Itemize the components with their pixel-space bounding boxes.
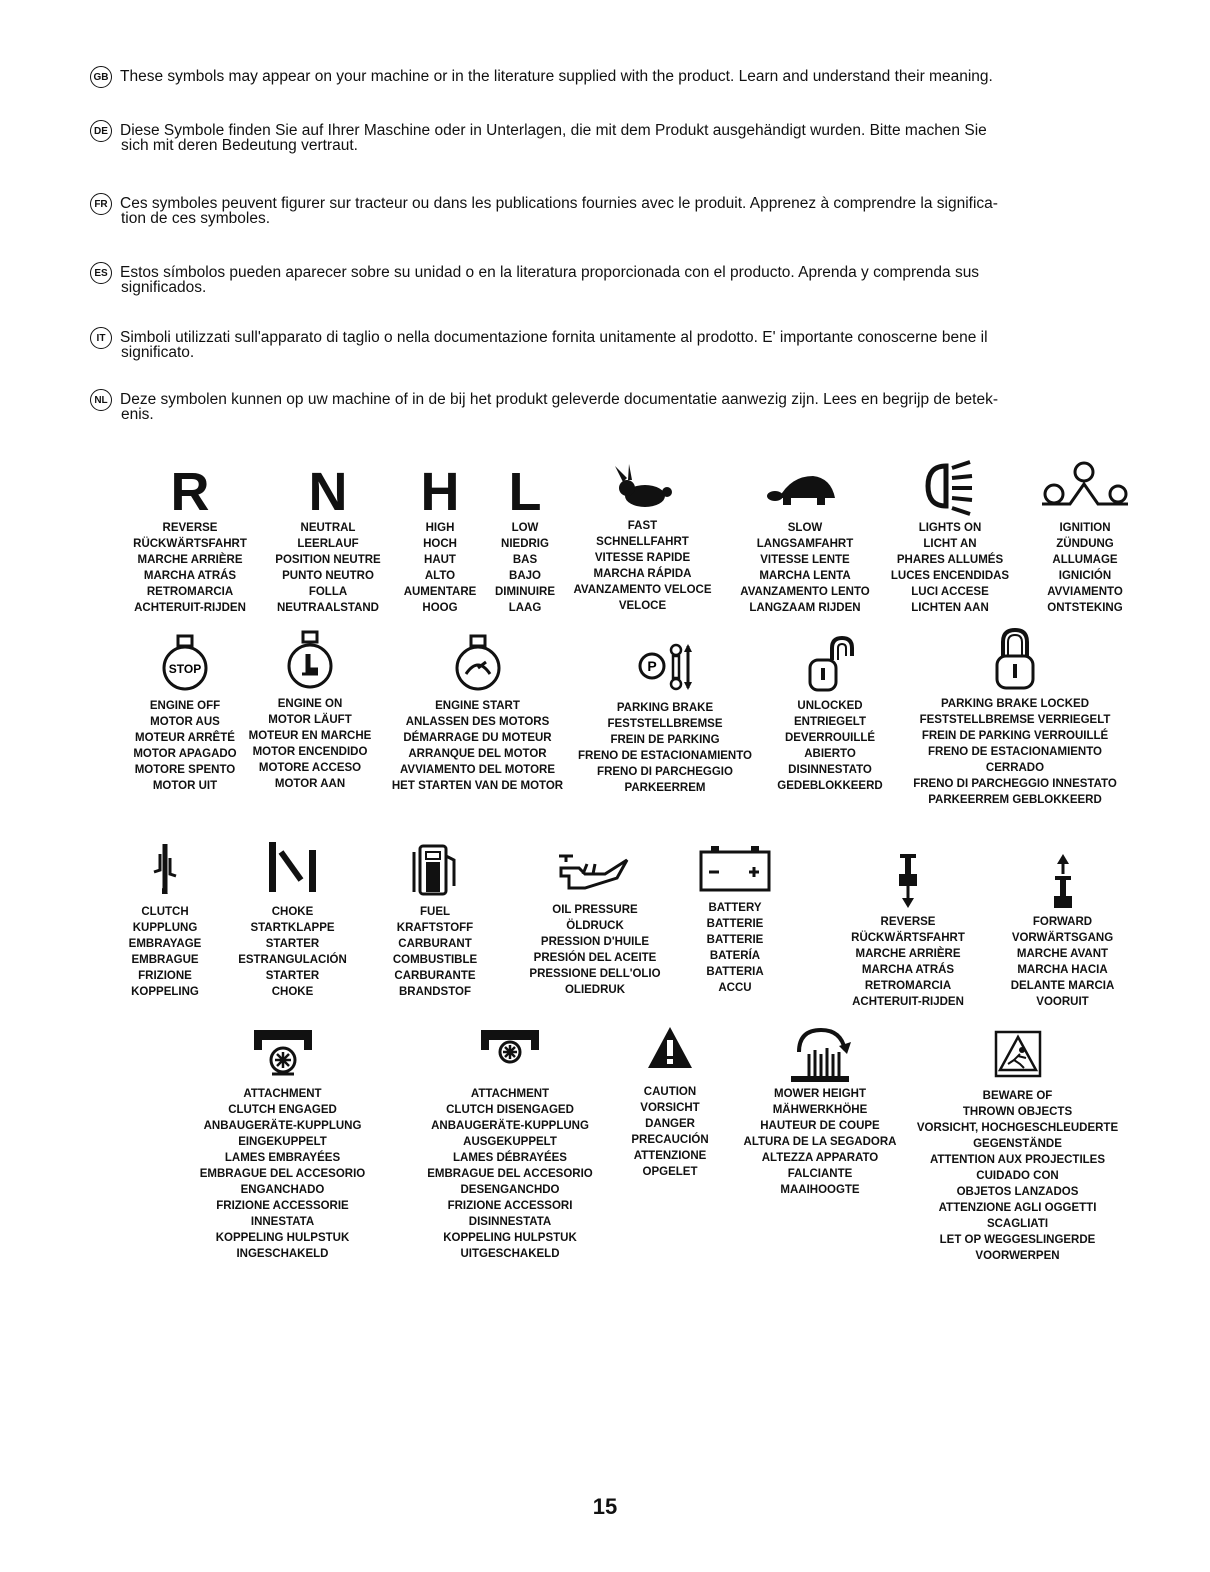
symbol-unlocked [760, 634, 900, 794]
symbol-lights [870, 452, 1030, 616]
symbol-label-line: COMBUSTIBLE [392, 954, 478, 966]
symbol-fast [560, 462, 725, 614]
symbol-label-line: FESTSTELLBREMSE VERRIEGELT [919, 714, 1111, 726]
symbol-choke [225, 840, 360, 1000]
symbol-label-line: LANGZAAM RIJDEN [749, 602, 861, 614]
symbol-label-line: DEVERROUILLÉ [784, 732, 876, 744]
nl-language-badge: NL [90, 389, 112, 411]
symbol-label-line: PRECAUCIÓN [631, 1134, 709, 1146]
symbol-tractor-reverse-labels [828, 914, 988, 1010]
symbol-label-line: CHOKE [271, 986, 314, 998]
symbol-battery [680, 842, 790, 996]
symbol-label-line: CLUTCH ENGAGED [228, 1104, 337, 1116]
symbol-label-line: BATTERIE [706, 934, 764, 946]
symbol-label-line: MOTOR LÄUFT [268, 714, 352, 726]
symbol-label-line: HET STARTEN VAN DE MOTOR [391, 780, 564, 792]
symbol-label-line: ANBAUGERÄTE-KUPPLUNG [431, 1120, 589, 1132]
symbol-label-line: LAMES DÉBRAYÉES [453, 1152, 567, 1164]
symbol-engine-on-labels [235, 696, 385, 792]
symbol-label-line: ONTSTEKING [1047, 602, 1123, 614]
symbol-attachment-engaged-labels [185, 1086, 380, 1262]
symbol-label-line: FRENO DE ESTACIONAMIENTO [928, 746, 1102, 758]
symbol-label-line: ARRANQUE DEL MOTOR [408, 748, 547, 760]
symbol-label-line: HAUTEUR DE COUPE [760, 1120, 880, 1132]
symbol-label-line: ALTURA DE LA SEGADORA [743, 1136, 897, 1148]
clutch-icon [150, 840, 180, 898]
symbol-label-line: MAAIHOOGTE [780, 1184, 860, 1196]
symbol-engine-on [235, 630, 385, 792]
symbol-label-line: VORSICHT, HOCHGESCHLEUDERTE [916, 1122, 1119, 1134]
symbol-label-line: RETROMARCIA [864, 980, 952, 992]
symbol-label-line: MARCHA ATRÁS [861, 964, 955, 976]
warning-triangle-icon [645, 1024, 695, 1072]
symbol-label-line: RÜCKWÄRTSFAHRT [851, 932, 965, 944]
symbol-mower-height [735, 1024, 905, 1198]
symbol-caution [615, 1024, 725, 1180]
symbol-attachment-disengaged [410, 1022, 610, 1262]
symbol-label-line: KOPPELING [131, 986, 199, 998]
symbol-label-line: MOTORE ACCESO [258, 762, 362, 774]
letter-n-icon: N [308, 462, 348, 522]
symbol-label-line: LAMES EMBRAYÉES [224, 1152, 341, 1164]
letter-l-icon: L [508, 462, 542, 522]
symbol-slow [720, 462, 890, 616]
symbol-tractor-reverse [828, 852, 988, 1010]
symbol-label-line: ATTACHMENT [243, 1088, 322, 1100]
symbol-label-line: LEERLAUF [297, 538, 359, 550]
symbol-label-line: LANGSAMFAHRT [756, 538, 854, 550]
symbol-label-line: STARTER [265, 970, 320, 982]
symbol-clutch-labels [105, 904, 225, 1000]
symbol-lights-labels [870, 520, 1030, 616]
symbol-parking-brake [565, 640, 765, 796]
symbol-label-line: RÜCKWÄRTSFAHRT [133, 538, 247, 550]
attachment-disengaged-icon [475, 1022, 545, 1084]
symbol-label-line: NEUTRAALSTAND [276, 602, 379, 614]
symbol-label-line: ATTENZIONE AGLI OGGETTI [938, 1202, 1097, 1214]
intro-es-text: Estos símbolos pueden aparecer sobre su unidad o en la literatura proporcionada con el producto. Aprenda y comprenda sus [120, 264, 980, 281]
fr-language-badge: FR [90, 193, 112, 215]
symbol-label-line: ALTEZZA APPARATO [761, 1152, 879, 1164]
symbol-label-line: LOW [511, 522, 539, 534]
parking-brake-icon [630, 640, 700, 694]
letter-h-icon: H [420, 462, 460, 522]
symbol-label-line: ENGINE START [435, 700, 520, 712]
symbol-label-line: FRENO DI PARCHEGGIO [597, 766, 733, 778]
symbol-label-line: STARTKLAPPE [250, 922, 335, 934]
symbol-label-line: ENGINE OFF [149, 700, 221, 712]
symbol-label-line: AUSGEKUPPELT [463, 1136, 557, 1148]
symbol-label-line: SCAGLIATI [986, 1218, 1049, 1230]
symbol-label-line: FOLLA [308, 586, 348, 598]
padlock-icon [993, 626, 1037, 692]
symbol-label-line: ACHTERUIT-RIJDEN [852, 996, 964, 1008]
symbol-label-line: LET OP WEGGESLINGERDE [939, 1234, 1096, 1246]
symbol-label-line: SCHNELLFAHRT [596, 536, 689, 548]
symbol-label-line: VOORWERPEN [975, 1250, 1060, 1262]
symbol-label-line: ALLUMAGE [1052, 554, 1118, 566]
symbol-label-line: CLUTCH DISENGAGED [446, 1104, 574, 1116]
symbol-label-line: ENGANCHADO [240, 1184, 325, 1196]
symbol-fast-labels [560, 518, 725, 614]
intro-fr-cont: tion de ces symboles. [121, 210, 271, 227]
symbol-label-line: AVANZAMENTO VELOCE [573, 584, 712, 596]
symbol-slow-labels [720, 520, 890, 616]
symbol-label-line: FALCIANTE [787, 1168, 853, 1180]
symbol-label-line: MARCHE AVANT [1016, 948, 1109, 960]
engine-on-icon [284, 630, 336, 690]
symbol-label-line: IGNITION [1059, 522, 1111, 534]
symbol-label-line: MÄHWERKHÖHE [772, 1104, 868, 1116]
symbol-label-line: KRAFTSTOFF [396, 922, 474, 934]
symbol-label-line: DANGER [645, 1118, 695, 1130]
symbol-attachment-disengaged-labels [410, 1086, 610, 1262]
svg-text:STOP: STOP [168, 662, 202, 676]
symbol-label-line: MARCHA LENTA [759, 570, 851, 582]
symbol-label-line: REVERSE [162, 522, 218, 534]
symbol-label-line: ZÜNDUNG [1056, 538, 1114, 550]
symbol-label-line: AVVIAMENTO DEL MOTORE [399, 764, 556, 776]
symbol-label-line: SLOW [787, 522, 823, 534]
symbol-label-line: LICHT AN [923, 538, 977, 550]
de-language-badge: DE [90, 120, 112, 142]
symbol-label-line: ANBAUGERÄTE-KUPPLUNG [203, 1120, 362, 1132]
symbol-label-line: ENTRIEGELT [794, 716, 866, 728]
symbol-label-line: PRESIÓN DEL ACEITE [533, 952, 657, 964]
symbol-label-line: PHARES ALLUMÉS [896, 554, 1004, 566]
symbol-fuel-labels [375, 904, 495, 1000]
rabbit-icon [611, 462, 675, 516]
symbol-label-line: BAJO [509, 570, 541, 582]
symbol-label-line: CERRADO [985, 762, 1045, 774]
symbol-label-line: VITESSE RAPIDE [594, 552, 691, 564]
symbol-choke-labels [225, 904, 360, 1000]
letter-r-icon: R [170, 462, 210, 522]
symbol-label-line: UNLOCKED [797, 700, 863, 712]
symbol-engine-start [380, 634, 575, 794]
symbol-reverse [110, 462, 270, 616]
symbol-thrown-objects [905, 1030, 1130, 1264]
symbol-label-line: GEDEBLOKKEERD [777, 780, 883, 792]
symbol-label-line: EMBRAYAGE [128, 938, 202, 950]
symbol-parking-brake-locked [900, 626, 1130, 808]
symbol-tractor-forward-labels [985, 914, 1140, 1010]
symbol-label-line: OIL PRESSURE [552, 904, 638, 916]
symbol-label-line: FORWARD [1032, 916, 1093, 928]
symbol-label-line: BATERÍA [709, 950, 761, 962]
symbol-label-line: VELOCE [618, 600, 667, 612]
intro-es-cont: significados. [121, 279, 207, 296]
symbol-label-line: CHOKE [271, 906, 314, 918]
symbol-label-line: LICHTEN AAN [911, 602, 989, 614]
symbol-caution-labels [615, 1084, 725, 1180]
symbol-label-line: BEWARE OF [982, 1090, 1053, 1102]
symbol-label-line: ABIERTO [804, 748, 856, 760]
symbol-label-line: DELANTE MARCIA [1010, 980, 1115, 992]
symbol-label-line: LAAG [508, 602, 542, 614]
symbol-label-line: ANLASSEN DES MOTORS [405, 716, 550, 728]
intro-fr-text: Ces symboles peuvent figurer sur tracteur ou dans les publications fournies avec le produit. Apprenez à comprendre la significa- [120, 195, 998, 212]
symbol-label-line: ÖLDRUCK [566, 920, 624, 932]
svg-text:P: P [647, 658, 657, 674]
symbol-label-line: LUCES ENCENDIDAS [890, 570, 1010, 582]
intro-it-text: Simboli utilizzati sull'apparato di taglio o nella documentazione fornita unitamente al prodotto. E' importante conoscerne bene il [120, 329, 988, 346]
symbol-label-line: RETROMARCIA [146, 586, 234, 598]
intro-de-cont: sich mit deren Bedeutung vertraut. [121, 137, 358, 154]
symbol-thrown-objects-labels [905, 1088, 1130, 1264]
symbol-label-line: PRESSIONE DELL'OLIO [529, 968, 661, 980]
symbol-label-line: MARCHA HACIA [1017, 964, 1108, 976]
symbol-mower-height-labels [735, 1086, 905, 1198]
symbol-label-line: MARCHA RÁPIDA [593, 568, 692, 580]
symbol-label-line: ACHTERUIT-RIJDEN [134, 602, 246, 614]
symbol-label-line: UITGESCHAKELD [460, 1248, 560, 1260]
symbol-label-line: CAUTION [643, 1086, 697, 1098]
symbol-label-line: OPGELET [642, 1166, 698, 1178]
symbol-label-line: CLUTCH [141, 906, 189, 918]
symbol-label-line: ACCU [718, 982, 752, 994]
symbol-label-line: MARCHE ARRIÈRE [137, 554, 243, 566]
symbol-label-line: NEUTRAL [300, 522, 356, 534]
symbol-label-line: MARCHA ATRÁS [143, 570, 237, 582]
symbol-label-line: FESTSTELLBREMSE [607, 718, 723, 730]
symbol-label-line: BATTERIE [706, 918, 764, 930]
headlight-icon [920, 452, 980, 518]
symbol-label-line: MOWER HEIGHT [774, 1088, 866, 1100]
es-language-badge: ES [90, 262, 112, 284]
symbol-label-line: CARBURANT [398, 938, 472, 950]
symbol-label-line: DESENGANCHDO [460, 1184, 560, 1196]
symbol-label-line: INNESTATA [250, 1216, 315, 1228]
symbol-label-line: MOTOR AUS [150, 716, 220, 728]
symbol-label-line: PRESSION D'HUILE [540, 936, 650, 948]
symbol-parking-brake-locked-labels [900, 696, 1130, 808]
symbol-label-line: VORSICHT [640, 1102, 700, 1114]
symbol-label-line: FRENO DE ESTACIONAMIENTO [578, 750, 752, 762]
symbol-ignition [1010, 458, 1160, 616]
symbol-label-line: DISINNESTATA [468, 1216, 552, 1228]
symbol-label-line: FREIN DE PARKING VERROUILLÉ [921, 730, 1109, 742]
symbol-label-line: VOORUIT [1036, 996, 1089, 1008]
symbol-label-line: MOTEUR ARRÊTÉ [135, 732, 235, 744]
intro-it-cont: significato. [121, 344, 195, 361]
tractor-forward-icon [1048, 852, 1078, 910]
symbol-attachment-engaged [185, 1022, 380, 1262]
symbol-label-line: EMBRAGUE [131, 954, 199, 966]
intro-nl-cont: enis. [121, 406, 154, 423]
symbol-label-line: MOTORE SPENTO [134, 764, 236, 776]
symbol-label-line: GEGENSTÄNDE [973, 1138, 1062, 1150]
symbol-label-line: INGESCHAKELD [236, 1248, 329, 1260]
symbol-label-line: MOTOR APAGADO [133, 748, 237, 760]
intro-de-text: Diese Symbole finden Sie auf Ihrer Maschine oder in Unterlagen, die mit dem Produkt ausgehändigt wurden. Bitte machen Sie [120, 122, 987, 139]
symbol-label-line: OBJETOS LANZADOS [956, 1186, 1079, 1198]
symbol-label-line: ESTRANGULACIÓN [238, 954, 347, 966]
ignition-icon [1040, 458, 1130, 516]
symbol-label-line: DÉMARRAGE DU MOTEUR [403, 732, 552, 744]
symbol-label-line: AVVIAMENTO [1047, 586, 1123, 598]
symbol-label-line: BRANDSTOF [399, 986, 471, 998]
symbol-label-line: CARBURANTE [394, 970, 476, 982]
symbol-label-line: ATTENZIONE [633, 1150, 707, 1162]
symbol-label-line: AUMENTARE [403, 586, 477, 598]
fuel-pump-icon [410, 842, 460, 898]
symbol-ignition-labels [1010, 520, 1160, 616]
battery-icon [697, 842, 773, 894]
symbol-label-line: FRENO DI PARCHEGGIO INNESTATO [913, 778, 1117, 790]
symbol-label-line: MOTEUR EN MARCHE [248, 730, 372, 742]
symbol-label-line: ATTACHMENT [470, 1088, 550, 1100]
mower-height-icon [785, 1024, 855, 1084]
symbol-label-line: DISINNESTATO [788, 764, 872, 776]
symbol-label-line: VORWÄRTSGANG [1011, 932, 1114, 944]
symbol-oil-pressure-labels [515, 902, 675, 998]
turtle-icon [765, 462, 845, 516]
symbol-oil-pressure [515, 848, 675, 998]
symbol-reverse-labels [110, 520, 270, 616]
symbol-label-line: OLIEDRUK [564, 984, 626, 996]
symbol-label-line: HAUT [424, 554, 456, 566]
symbol-engine-start-labels [380, 698, 575, 794]
symbol-label-line: FRIZIONE ACCESSORI [447, 1200, 573, 1212]
symbol-label-line: FRIZIONE ACCESSORIE [216, 1200, 349, 1212]
oil-can-icon [555, 848, 635, 896]
symbol-label-line: HOCH [423, 538, 457, 550]
tractor-reverse-icon [893, 852, 923, 910]
symbol-label-line: CUIDADO CON [976, 1170, 1059, 1182]
symbol-label-line: FRIZIONE [138, 970, 192, 982]
symbol-label-line: BATTERY [708, 902, 762, 914]
symbol-label-line: DIMINUIRE [494, 586, 556, 598]
symbol-label-line: MOTOR UIT [152, 780, 218, 792]
symbol-label-line: EMBRAGUE DEL ACCESORIO [427, 1168, 593, 1180]
symbol-label-line: MARCHE ARRIÈRE [855, 948, 961, 960]
symbol-label-line: EINGEKUPPELT [238, 1136, 327, 1148]
symbol-parking-brake-labels [565, 700, 765, 796]
intro-gb-text: These symbols may appear on your machine or in the literature supplied with the product. Learn and understand their meaning. [120, 68, 993, 85]
symbol-label-line: MOTOR ENCENDIDO [252, 746, 368, 758]
engine-off-icon [159, 634, 211, 692]
engine-start-icon [452, 634, 504, 692]
symbol-clutch [105, 840, 225, 1000]
symbol-label-line: HOOG [422, 602, 458, 614]
symbol-label-line: ALTO [424, 570, 456, 582]
symbol-unlocked-labels [760, 698, 900, 794]
symbol-label-line: LUCI ACCESE [911, 586, 989, 598]
symbol-label-line: BAS [512, 554, 538, 566]
symbol-label-line: STARTER [265, 938, 320, 950]
gb-language-badge: GB [90, 66, 112, 88]
symbol-label-line: PUNTO NEUTRO [282, 570, 374, 582]
intro-nl-text: Deze symbolen kunnen op uw machine of in de bij het produkt geleverde documentatie aanwezig zijn. Lees en begrijp de betek- [120, 391, 999, 408]
page-number: 15 [592, 1494, 618, 1519]
symbol-label-line: PARKING BRAKE LOCKED [940, 698, 1089, 710]
symbol-label-line: PARKEERREM GEBLOKKEERD [928, 794, 1102, 806]
symbol-label-line: AVANZAMENTO LENTO [740, 586, 870, 598]
symbol-label-line: LIGHTS ON [918, 522, 982, 534]
symbol-label-line: KOPPELING HULPSTUK [215, 1232, 350, 1244]
symbol-fuel [375, 842, 495, 1000]
symbol-label-line: NIEDRIG [501, 538, 549, 550]
symbol-label-line: POSITION NEUTRE [275, 554, 381, 566]
symbol-label-line: PARKING BRAKE [616, 702, 714, 714]
symbol-label-line: BATTERIA [706, 966, 764, 978]
symbol-label-line: FREIN DE PARKING [610, 734, 720, 746]
symbol-label-line: HIGH [425, 522, 455, 534]
symbol-label-line: ENGINE ON [277, 698, 343, 710]
symbol-label-line: ATTENTION AUX PROJECTILES [929, 1154, 1106, 1166]
symbol-label-line: MOTOR AAN [274, 778, 346, 790]
symbol-label-line: IGNICIÓN [1058, 570, 1112, 582]
symbol-label-line: VITESSE LENTE [760, 554, 850, 566]
symbol-label-line: KUPPLUNG [132, 922, 198, 934]
symbol-label-line: THROWN OBJECTS [962, 1106, 1073, 1118]
symbol-label-line: REVERSE [880, 916, 936, 928]
choke-icon [263, 840, 323, 898]
symbol-tractor-forward [985, 852, 1140, 1010]
unlocked-icon [802, 634, 858, 694]
it-language-badge: IT [90, 327, 112, 349]
attachment-engaged-icon [248, 1022, 318, 1084]
thrown-objects-icon [994, 1030, 1042, 1078]
symbol-label-line: EMBRAGUE DEL ACCESORIO [199, 1168, 366, 1180]
symbol-battery-labels [680, 900, 790, 996]
symbol-label-line: FUEL [419, 906, 451, 918]
symbol-label-line: FAST [627, 520, 658, 532]
symbol-label-line: KOPPELING HULPSTUK [443, 1232, 577, 1244]
symbol-label-line: PARKEERREM [624, 782, 706, 794]
